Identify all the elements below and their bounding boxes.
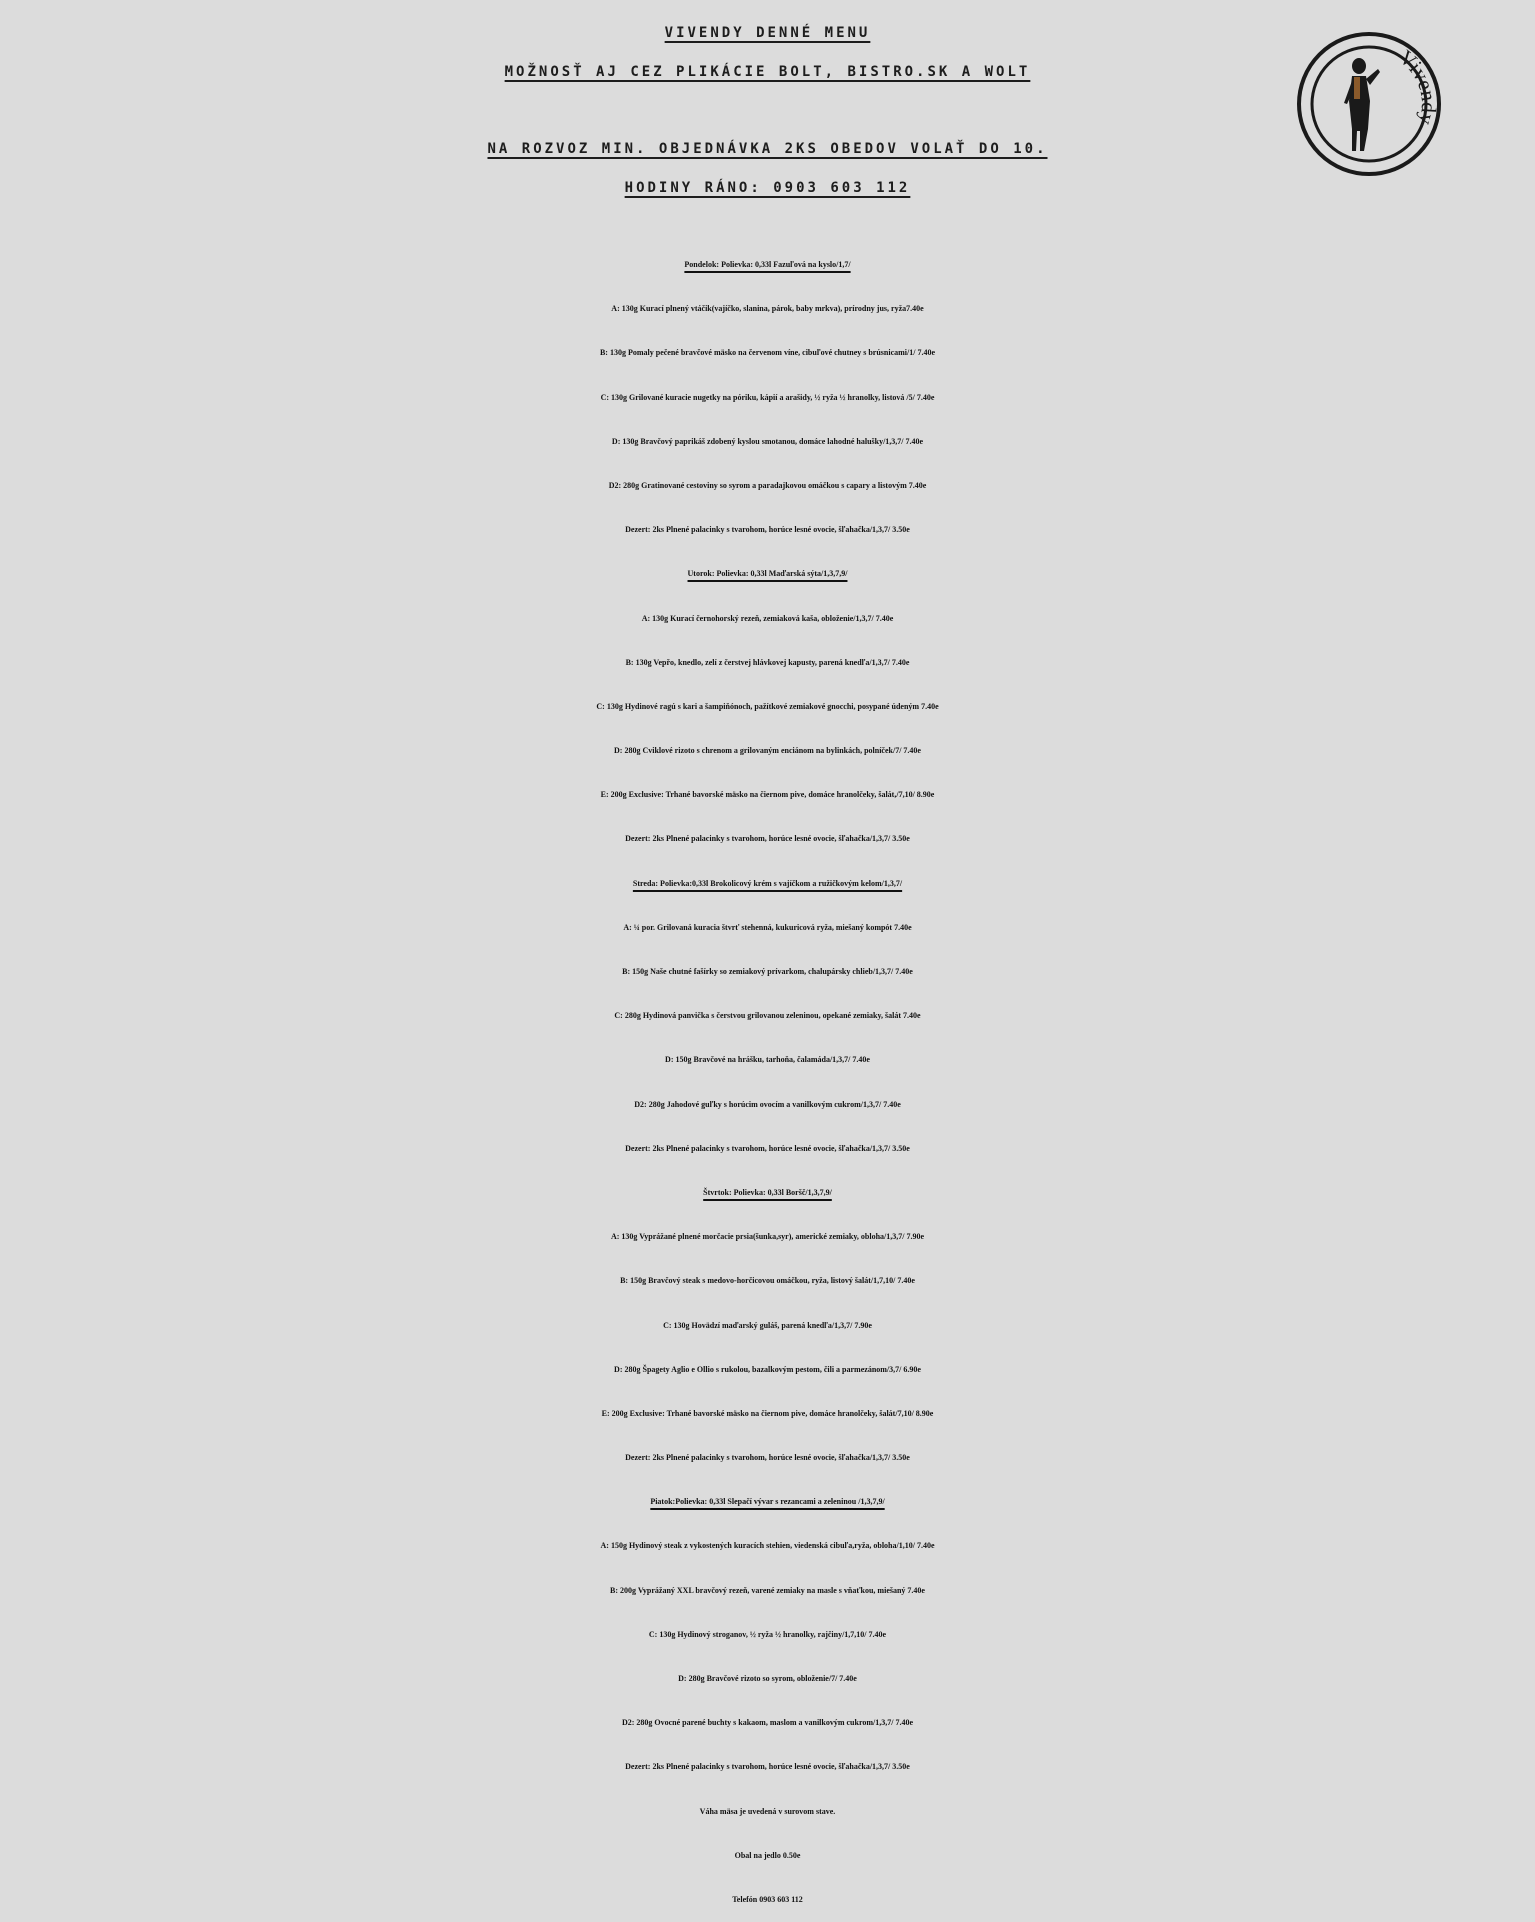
menu-item: A: ¼ por. Grilovaná kuracia štvrť stehenná, kukuricová ryža, miešaný kompót 7.40e — [623, 922, 912, 932]
menu-item: A: 130g Kurací černohorský rezeň, zemiaková kaša, obloženie/1,3,7/ 7.40e — [641, 613, 894, 623]
menu-item: C: 130g Hovädzí maďarský guláš, parená knedľa/1,3,7/ 7.90e — [663, 1320, 872, 1330]
menu-item: D: 280g Bravčové rizoto so syrom, obloženie/7/ 7.40e — [678, 1674, 857, 1683]
menu-item: B: 130g Pomaly pečené bravčové mäsko na červenom víne, cibuľové chutney s brúsnicami/1/ 7.40e — [599, 348, 936, 358]
menu-item: Dezert: 2ks Plnené palacinky s tvarohom, horúce lesné ovocie, šľahačka/1,3,7/ 3.50e — [625, 1143, 910, 1153]
menu-item: A: 150g Hydinový steak z vykostených kuracích stehien, viedenská cibuľa,ryža, obloha/1,10/ 7.40e — [600, 1541, 935, 1551]
menu-item: D: 150g Bravčové na hrášku, tarhoňa, čalamáda/1,3,7/ 7.40e — [665, 1055, 870, 1065]
header-order-info: NA ROZVOZ MIN. OBJEDNÁVKA 2KS OBEDOV VOLAŤ DO 10. — [487, 141, 1048, 157]
monday-soup: Pondelok: Polievka: 0,33l Fazuľová na kyslo/1,7/ — [684, 260, 851, 269]
thursday-soup: Štvrtok: Polievka: 0,33l Boršč/1,3,7,9/ — [703, 1187, 832, 1197]
menu-item: Dezert: 2ks Plnené palacinky s tvarohom, horúce lesné ovocie, šľahačka/1,3,7/ 3.50e — [625, 525, 910, 535]
header-order-hours: HODINY RÁNO: 0903 603 112 — [624, 180, 911, 196]
menu-item: A: 130g Vyprážané plnené morčacie prsia(šunka,syr), americké zemiaky, obloha/1,3,7/ 7.90e — [610, 1232, 925, 1242]
daily-menu — [0, 243, 1535, 1922]
header-delivery-apps: MOŽNOSŤ AJ CEZ PLIKÁCIE BOLT, BISTRO.SK A WOLT — [504, 64, 1031, 80]
menu-item: C: 280g Hydinová panvička s čerstvou grilovanou zeleninou, opekané zemiaky, šalát 7.40e — [614, 1011, 921, 1021]
menu-item: D2: 280g Ovocné parené buchty s kakaom, maslom a vanilkovým cukrom/1,3,7/ 7.40e — [621, 1718, 914, 1728]
menu-item: E: 200g Exclusive: Trhané bavorské mäsko na čiernom pive, domáce hranolčeky, šalát/7,10/ 8.90e — [601, 1408, 934, 1418]
menu-item: Dezert: 2ks Plnené palacinky s tvarohom, horúce lesné ovocie, šľahačka/1,3,7/ 3.50e — [625, 834, 910, 844]
menu-item: B: 130g Vepřo, knedlo, zelí z čerstvej hlávkovej kapusty, parená knedľa/1,3,7/ 7.40e — [625, 657, 910, 667]
menu-item: C: 130g Hydinové ragú s kari a šampiňónoch, pažítkové zemiakové gnocchi, posypané údeným 7.40e — [596, 701, 939, 711]
menu-item: B: 150g Naše chutné fašírky so zemiakový prívarkom, chalupársky chlieb/1,3,7/ 7.40e — [622, 967, 913, 976]
menu-item: C: 130g Hydinový stroganov, ½ ryža ½ hranolky, rajčiny/1,7,10/ 7.40e — [648, 1629, 887, 1639]
menu-item: D2: 280g Jahodové guľky s horúcim ovocím a vanilkovým cukrom/1,3,7/ 7.40e — [634, 1099, 901, 1109]
menu-item: B: 200g Vyprážaný XXL bravčový rezeň, varené zemiaky na masle s vňaťkou, miešaný 7.40e — [610, 1585, 925, 1595]
wednesday-soup: Streda: Polievka:0,33l Brokolicový krém s vajíčkom a ružičkovým kelom/1,3,7/ — [632, 878, 903, 888]
menu-item: A: 130g Kurací plnený vtáčik(vajíčko, slanina, párok, baby mrkva), prírodny jus, ryža7.40e — [611, 304, 924, 314]
menu-item: D: 280g Cviklové rizoto s chrenom a grilovaným enciánom na bylinkách, polníček/7/ 7.40e — [614, 746, 921, 756]
menu-item: D2: 280g Gratinované cestoviny so syrom a paradajkovou omáčkou s capary a listovým 7.40e — [608, 480, 927, 490]
menu-item: Dezert: 2ks Plnené palacinky s tvarohom, horúce lesné ovocie, šľahačka/1,3,7/ 3.50e — [625, 1762, 910, 1772]
header-title: VIVENDY DENNÉ MENU — [664, 25, 871, 41]
menu-item: E: 200g Exclusive: Trhané bavorské mäsko na čiernom pive, domáce hranolčeky, šalát,/7,10/ 8.90e — [600, 790, 935, 800]
friday-soup: Piatok:Polievka: 0,33l Slepačí vývar s rezancami a zeleninou /1,3,7,9/ — [650, 1497, 885, 1507]
menu-item: C: 130g Grilované kuracie nugetky na póriku, kápií a arašidy, ½ ryža ½ hranolky, listová /5/ 7.40e — [600, 392, 935, 402]
menu-item: D: 130g Bravčový paprikáš zdobený kyslou smotanou, domáce lahodné halušky/1,3,7/ 7.40e — [611, 436, 924, 446]
tuesday-soup: Utorok: Polievka: 0,33l Maďarská sýta/1,3,7,9/ — [687, 569, 848, 579]
logo-text: Vivendy — [1394, 45, 1442, 128]
packaging-price: Obal na jedlo 0.50e — [734, 1850, 801, 1860]
vivendy-logo — [1296, 31, 1442, 177]
menu-item: D: 280g Špagety Aglio e Ollio s rukolou, bazalkovým pestom, čili a parmezánom/3,7/ 6.90e — [614, 1364, 921, 1374]
meat-weight-note: Váha mäsa je uvedená v surovom stave. — [699, 1806, 836, 1816]
menu-item: B: 150g Bravčový steak s medovo-horčicovou omáčkou, ryža, listový šalát/1,7,10/ 7.40e — [620, 1276, 915, 1286]
contact-phone: Telefón 0903 603 112 — [732, 1894, 803, 1904]
menu-item: Dezert: 2ks Plnené palacinky s tvarohom, horúce lesné ovocie, šľahačka/1,3,7/ 3.50e — [625, 1453, 910, 1463]
